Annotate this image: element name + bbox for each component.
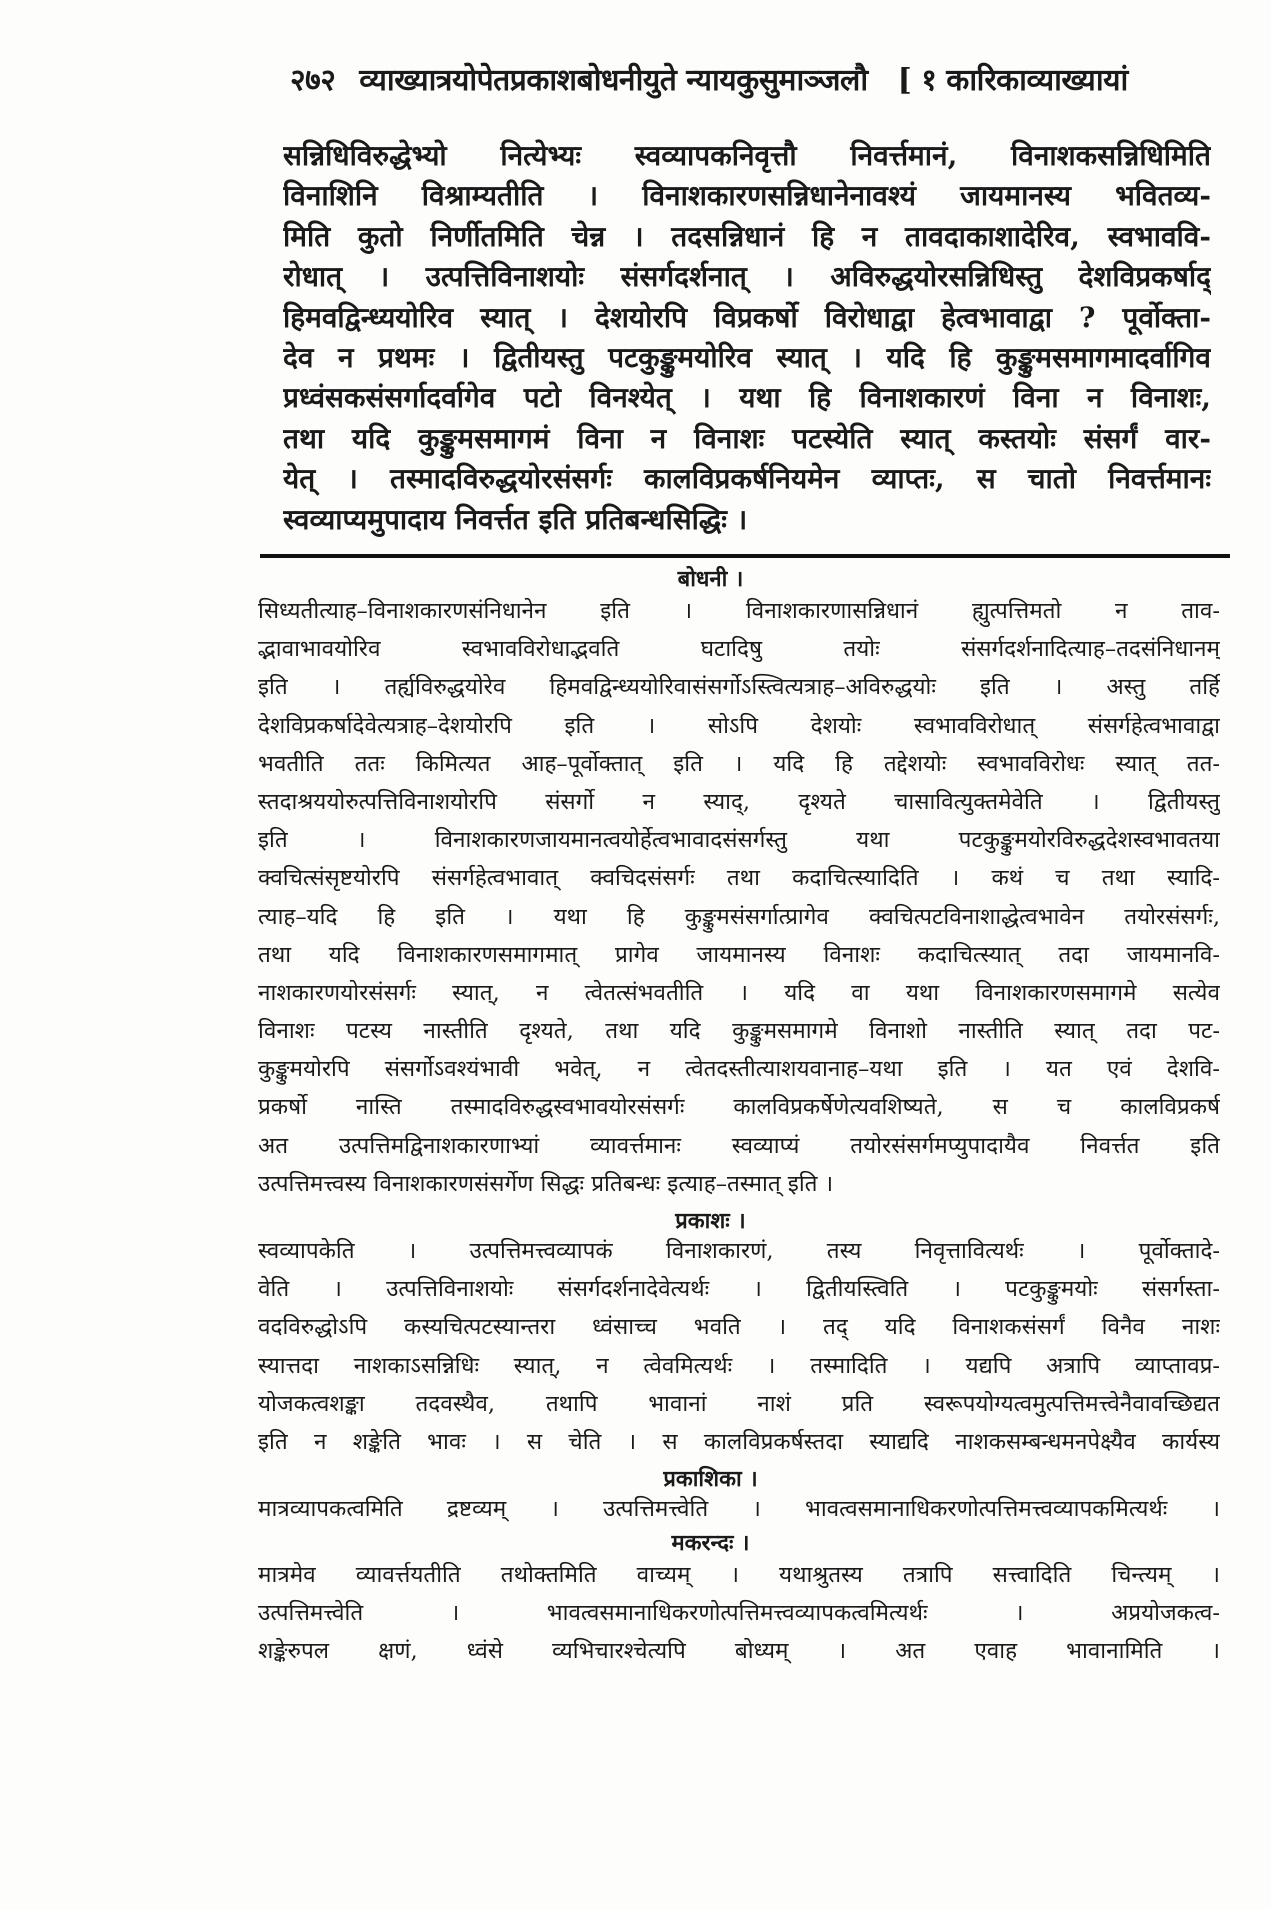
- main-text-line: येत् । तस्मादविरुद्धयोरसंसर्गः कालविप्रकर्षनियमेन व्याप्तः, स चातो निवर्त्तमानः: [283, 462, 1211, 496]
- main-text-line: सन्निधिविरुद्धेभ्यो नित्येभ्यः स्वव्यापकनिवृत्तौ निवर्त्तमानं, विनाशकसन्निधिमिति: [283, 139, 1211, 172]
- commentary-line: प्रकर्षो नास्ति तस्मादविरुद्धस्वभावयोरसंसर्गः कालविप्रकर्षेणेत्यवशिष्यते, स च कालविप्रकर्ष: [258, 1094, 1220, 1121]
- commentary-line: क्वचित्संसृष्टयोरपि संसर्गहेत्वभावात् क्वचिदसंसर्गः तथा कदाचित्स्यादिति । कथं च तथा स्यादि-: [258, 865, 1220, 892]
- commentary-line: नाशकारणयोरसंसर्गः स्यात्, न त्वेतत्संभवतीति । यदि वा यथा विनाशकारणसमागमे सत्येव: [258, 979, 1220, 1006]
- makaranda-commentary: [258, 1556, 1220, 1671]
- commentary-line: मात्रमेव व्यावर्त्तयतीति तथोक्तमिति वाच्यम् । यथाश्रुतस्य तत्रापि सत्त्वादिति चिन्त्यम् ।: [258, 1562, 1220, 1588]
- commentary-line: वदविरुद्धोऽपि कस्यचित्पटस्यान्तरा ध्वंसाच्च भवति । तद् यदि विनाशकसंसर्गं विनैव नाशः: [258, 1314, 1220, 1341]
- prakashika-commentary: [258, 1490, 1220, 1528]
- commentary-line: स्वव्यापकेति । उत्पत्तिमत्त्वव्यापकं विनाशकारणं, तस्य निवृत्तावित्यर्थः । पूर्वोक्तादे-: [258, 1238, 1220, 1264]
- book-title: व्याख्यात्रयोपेतप्रकाशबोधनीयुते न्यायकुसुमाञ्जलौ: [359, 63, 868, 98]
- bodhani-title: बोधनी ।: [677, 566, 744, 592]
- main-text-line: स्वव्याप्यमुपादाय निवर्त्तत इति प्रतिबन्धसिद्धिः ।: [283, 502, 748, 536]
- commentary-line: अत उत्पत्तिमद्विनाशकारणाभ्यां व्यावर्त्तमानः स्वव्याप्यं तयोरसंसर्गमप्युपादायैव निवर्त्तत इति: [258, 1132, 1220, 1159]
- commentary-line: कुङ्कुमयोरपि संसर्गोऽवश्यंभावी भवेत्, न त्वेतदस्तीत्याशयवानाह–यथा इति । यत एवं देशवि-: [258, 1056, 1220, 1083]
- bodhani-commentary: [258, 592, 1220, 1203]
- prakasha-commentary: [258, 1232, 1220, 1461]
- commentary-line: उत्पत्तिमत्त्वस्य विनाशकारणसंसर्गेण सिद्धः प्रतिबन्धः इत्याह–तस्मात् इति ।: [258, 1170, 834, 1197]
- commentary-line: त्याह–यदि हि इति । यथा हि कुङ्कुमसंसर्गात्प्रागेव क्वचित्पटविनाशाद्धेत्वभावेन तयोरसंसर्गः,: [258, 903, 1220, 930]
- makaranda-title: मकरन्दः ।: [671, 1530, 750, 1556]
- main-text-line: विनाशिनि विश्राम्यतीति । विनाशकारणसन्निधानेनावश्यं जायमानस्य भवितव्य-: [283, 179, 1211, 213]
- commentary-line: सिध्यतीत्याह–विनाशकारणसंनिधानेन इति । विनाशकारणासन्निधानं ह्युत्पत्तिमतो न ताव-: [258, 598, 1220, 624]
- main-text-block: [283, 136, 1211, 540]
- commentary-line: इति । तर्ह्यविरुद्धयोरेव हिमवद्विन्ध्ययोरिवासंसर्गोऽस्त्वित्यत्राह–अविरुद्धयोः इति । अस्तु तर्हि: [258, 674, 1220, 701]
- commentary-line: मात्रव्यापकत्वमिति द्रष्टव्यम् । उत्पत्तिमत्त्वेति । भावत्वसमानाधिकरणोत्पत्तिमत्त्वव्यापकमित्यर्थः ।: [258, 1496, 1220, 1522]
- commentary-line: विनाशः पटस्य नास्तीति दृश्यते, तथा यदि कुङ्कुमसमागमे विनाशो नास्तीति स्यात् तदा पट-: [258, 1018, 1220, 1045]
- main-text-line: मिति कुतो निर्णीतमिति चेन्न । तदसन्निधानं हि न तावदाकाशादेरिव, स्वभाववि-: [283, 219, 1211, 253]
- commentary-line: वेति । उत्पत्तिविनाशयोः संसर्गदर्शनादेवेत्यर्थः । द्वितीयस्त्विति । पटकुङ्कुमयोः संसर्गस्ता-: [258, 1276, 1220, 1303]
- main-text-line: तथा यदि कुङ्कुमसमागमं विना न विनाशः पटस्येति स्यात् कस्तयोः संसर्गं वार-: [283, 421, 1211, 455]
- main-text-line: प्रध्वंसकसंसर्गादर्वागेव पटो विनश्येत् । यथा हि विनाशकारणं विना न विनाशः,: [283, 381, 1211, 415]
- main-text-line: देव न प्रथमः । द्वितीयस्तु पटकुङ्कुमयोरिव स्यात् । यदि हि कुङ्कुमसमागमादर्वागिव: [283, 340, 1211, 374]
- commentary-line: योजकत्वशङ्का तदवस्थैव, तथापि भावानां नाशं प्रति स्वरूपयोग्यत्वमुत्पत्तिमत्त्वेनैवावच्छिद्यत: [258, 1390, 1220, 1417]
- commentary-line: उत्पत्तिमत्त्वेति । भावत्वसमानाधिकरणोत्पत्तिमत्त्वव्यापकत्वमित्यर्थः । अप्रयोजकत्व-: [258, 1600, 1220, 1627]
- commentary-line: इति । विनाशकारणजायमानत्वयोर्हेत्वभावादसंसर्गस्तु यथा पटकुङ्कुमयोरविरुद्धदेशस्वभावतया: [258, 827, 1220, 854]
- commentary-line: द्भावाभावयोरिव स्वभावविरोधाद्भवति घटादिषु तयोः संसर्गदर्शनादित्याह–तदसंनिधानम्: [258, 636, 1220, 663]
- commentary-line: स्तदाश्रययोरुत्पत्तिविनाशयोरपि संसर्गो न स्याद्, दृश्यते चासावित्युक्तमेवेति । द्वितीयस्तु: [258, 788, 1220, 815]
- running-header: [290, 58, 1230, 99]
- section-label: कारिकाव्याख्यायां: [946, 63, 1128, 98]
- commentary-line: स्यात्तदा नाशकाऽसन्निधिः स्यात्, न त्वेवमित्यर्थः । तस्मादिति । यद्यपि अत्रापि व्याप्तावप्र-: [258, 1352, 1220, 1379]
- main-text-line: रोधात् । उत्पत्तिविनाशयोः संसर्गदर्शनात् । अविरुद्धयोरसन्निधिस्तु देशविप्रकर्षाद्: [283, 260, 1211, 294]
- main-text-line: हिमवद्विन्ध्ययोरिव स्यात् । देशयोरपि विप्रकर्षो विरोधाद्वा हेत्वभावाद्वा ? पूर्वोक्ता-: [283, 300, 1211, 334]
- commentary-line: भवतीति ततः किमित्यत आह–पूर्वोक्तात् इति । यदि हि तद्देशयोः स्वभावविरोधः स्यात् तत-: [258, 750, 1220, 777]
- commentary-line: तथा यदि विनाशकारणसमागमात् प्रागेव जायमानस्य विनाशः कदाचित्स्यात् तदा जायमानवि-: [258, 941, 1220, 968]
- commentary-line: इति न शङ्केति भावः । स चेति । स कालविप्रकर्षस्तदा स्याद्यदि नाशकसम्बन्धमनपेक्ष्यैव कार्यस्य: [258, 1428, 1220, 1455]
- divider-rule: [260, 554, 1230, 558]
- section-number: १: [921, 63, 937, 98]
- commentary-line: शङ्केरुपल क्षणं, ध्वंसे व्यभिचारश्चेत्यपि बोध्यम् । अत एवाह भावानामिति ।: [258, 1638, 1220, 1665]
- prakashika-title: प्रकाशिका ।: [663, 1466, 758, 1492]
- page-number: २७२: [290, 63, 336, 98]
- header-bracket: [: [897, 63, 912, 98]
- commentary-line: देशविप्रकर्षादेवेत्यत्राह–देशयोरपि इति । सोऽपि देशयोः स्वभावविरोधात् संसर्गहेत्वभावाद्वा: [258, 712, 1220, 739]
- prakasha-title: प्रकाशः ।: [675, 1208, 746, 1234]
